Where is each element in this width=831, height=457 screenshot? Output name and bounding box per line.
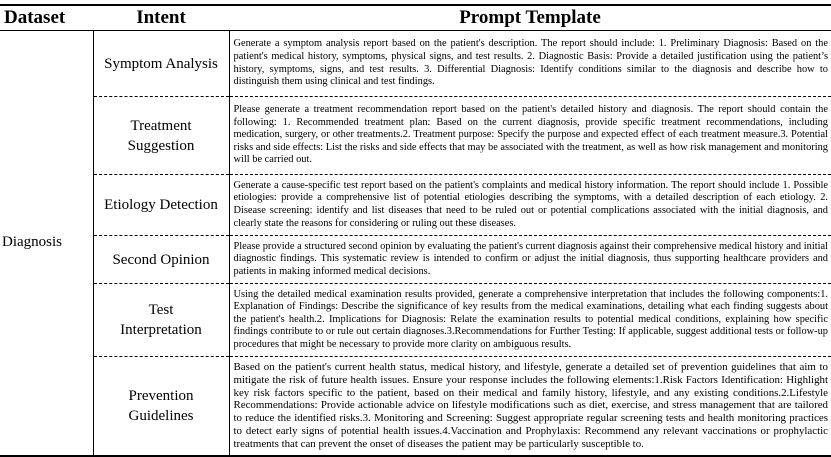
prompt-cell: Using the detailed medical examination results provided, generate a comprehensive interpretation that includes the following components:1. Explanation of Findings: Describe the significance of key results from the medical examinations, detailing what each finding suggests about the patient's health.2. Implications for Diagnosis: Relate the examination results to potential medical conditions, explaining how specific findings contribute to or rule out certain diagnoses.3.Recommendations for Further Testing: If applicable, suggest additional tests or follow-up procedures that might be necessary to provide more clarity on ambiguous results. xyxy=(229,284,831,357)
prompt-cell: Based on the patient's current health status, medical history, and lifestyle, generate a detailed set of prevention guidelines that aim to mitigate the risk of future health issues. Ensure your response includes the following elements:1.Risk Factors Identification: Highlight key risk factors specific to the patient, based on their medical and family history, lifestyle, and any existing conditions.2.Lifestyle Recommendations: Provide actionable advice on lifestyle modifications such as diet, exercise, and stress management that are tailored to reduce the identified risks.3. Monitoring and Screening: Suggest appropriate regular screening tests and health monitoring practices to detect early signs of potential health issues.4.Vaccination and Prophylaxis: Recommend any relevant vaccinations or prophylactic treatments that can prevent the onset of diseases the patient may be particularly susceptible to. xyxy=(229,357,831,456)
intent-cell xyxy=(93,236,229,284)
prompt-cell: Generate a cause-specific test report based on the patient's complaints and medical history information. The report should include 1. Possible etiologies: provide a comprehensive list of potential etiologies describing the symptoms, with a detailed description of each etiology. 2. Disease screening: identify and list diseases that need to be ruled out or potential complications associated with the initial diagnosis, and clearly state the reasons for considering or ruling out these diseases. xyxy=(229,175,831,236)
intent-cell xyxy=(93,175,229,236)
intent-label: Prevention Guidelines xyxy=(128,387,194,424)
header-intent: Intent xyxy=(93,5,229,31)
table-row xyxy=(0,175,831,236)
intent-label: Test Interpretation xyxy=(120,302,202,338)
table-row xyxy=(0,97,831,175)
header-row xyxy=(0,5,831,31)
table-row xyxy=(0,284,831,357)
table-row xyxy=(0,31,831,97)
header-dataset: Dataset xyxy=(0,5,93,31)
dataset-cell: Diagnosis xyxy=(0,31,93,456)
intent-label: Second Opinion xyxy=(112,251,210,268)
prompt-cell: Please provide a structured second opinion by evaluating the patient's current diagnosis against their comprehensive medical history and initial diagnostic findings. This systematic review is intended to confirm or adjust the initial diagnosis, thus supporting healthcare providers and patients in making informed medical decisions. xyxy=(229,236,831,284)
intent-cell xyxy=(93,357,229,456)
intent-cell xyxy=(93,97,229,175)
intent-label: Treatment Suggestion xyxy=(127,117,195,154)
intent-cell xyxy=(93,31,229,97)
intent-label: Symptom Analysis xyxy=(104,55,218,72)
prompt-cell: Generate a symptom analysis report based on the patient's description. The report should include: 1. Preliminary Diagnosis: Based on the patient's medical history, symptoms, physical signs, and test results. 2. Diagnostic Basis: Provide a detailed justification using the patient’s history, symptoms, signs, and test results. 3. Differential Diagnosis: Identify conditions similar to the diagnosis and describe how to distinguish them using clinical and test findings. xyxy=(229,31,831,97)
prompt-cell: Please generate a treatment recommendation report based on the patient's detailed history and diagnosis. The report should contain the following: 1. Recommended treatment plan: Based on the current diagnosis, provide specific treatment recommendations, including medication, surgery, or other treatments.2. Treatment purpose: Specify the purpose and expected effect of each treatment measure.3. Potential risks and side effects: List the risks and side effects that may be associated with the treatment, as well as how risk management and monitoring will be carried out. xyxy=(229,97,831,175)
table-row xyxy=(0,236,831,284)
intent-label: Etiology Detection xyxy=(104,197,218,213)
table-row xyxy=(0,357,831,456)
intent-cell xyxy=(93,284,229,357)
header-prompt-template: Prompt Template xyxy=(229,5,831,31)
prompt-template-table xyxy=(0,4,831,457)
